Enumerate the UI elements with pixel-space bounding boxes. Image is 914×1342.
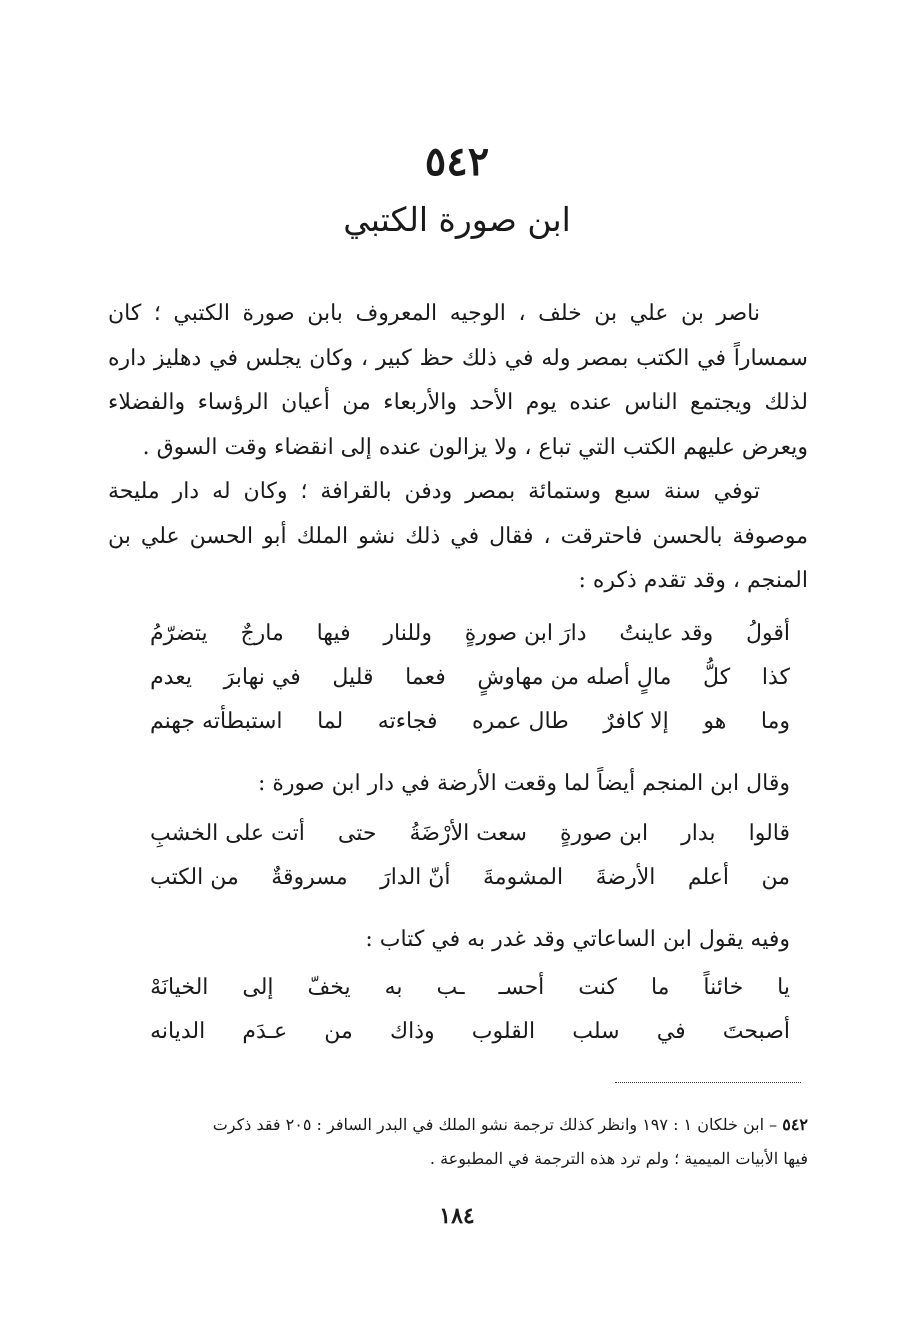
verse-word: لما (317, 709, 344, 734)
verse-word: يا (777, 975, 790, 1000)
verse-line (150, 966, 790, 1010)
verse-word: أصبحتَ (722, 1019, 790, 1044)
verse-word: كذا (761, 665, 790, 690)
verse-line (150, 812, 790, 856)
verse-word: ابن صورةٍ (559, 821, 649, 846)
verse-word: المشومةَ (483, 865, 564, 890)
verse-word: فجاءته (377, 709, 438, 734)
verse-word: بدار (681, 821, 716, 846)
verse-word: خائناً (703, 975, 744, 1000)
verse-word: مالٍ أصله من مهاوشٍ (477, 665, 672, 690)
entry-number: ٥٤٢ (424, 138, 490, 185)
verse-word: يخفّ (307, 975, 351, 1000)
verse-word: حتى (337, 821, 377, 846)
verse-word: يتضرّمُ (150, 621, 208, 646)
paragraph-2: توفي سنة سبع وستمائة بمصر ودفن بالقرافة ؛ وكان له دار مليحة موصوفة بالحسن فاحترقت ، فقال في ذلك نشو الملك أبو الحسن علي بن المنجم ، وقد تقدم ذكره : (108, 479, 808, 593)
verse-line (150, 700, 790, 744)
verse-word: كنت (578, 975, 617, 1000)
verse-word: يعدم (150, 665, 192, 690)
verse-word: كلُّ (703, 665, 731, 690)
verse-line (150, 656, 790, 700)
entry-title: ابن صورة الكتبي (343, 200, 571, 239)
verse-word: وللنار (383, 621, 432, 646)
verse-word: الأرضةَ (595, 865, 656, 890)
verse-word: أقولُ (746, 621, 790, 646)
poem-3 (150, 966, 790, 1054)
verse-line (150, 612, 790, 656)
verse-word: مسروقةٌ (271, 865, 348, 890)
footnote-text: – ابن خلكان ١ : ١٩٧ وانظر كذلك ترجمة نشو الملك في البدر السافر : ٢٠٥ فقد ذكرت (212, 1115, 778, 1134)
verse-line (150, 856, 790, 900)
verse-word: فيها (316, 621, 351, 646)
verse-word: أعلم (687, 865, 729, 890)
verse-word: أحسـ (498, 975, 545, 1000)
verse-word: من الكتب (150, 865, 239, 890)
poem-2 (150, 812, 790, 900)
footnote-number: ٥٤٢ (782, 1115, 808, 1134)
verse-word: الخيانَهْ (150, 975, 209, 1000)
footnote (108, 1108, 808, 1176)
verse-word: سلب (572, 1019, 620, 1044)
verse-word: دارَ ابن صورةٍ (464, 621, 587, 646)
verse-word: عـدَم (242, 1019, 288, 1044)
verse-word: سعت الأرْضَةُ (409, 821, 527, 846)
verse-word: وذاك (389, 1019, 435, 1044)
verse-word: من (324, 1019, 353, 1044)
verse-word: استبطأته جهنم (150, 709, 283, 734)
verse-word: أنّ الدارَ (380, 865, 451, 890)
footnote-line-2: فيها الأبيات الميمية ؛ ولم ترد هذه الترجمة في المطبوعة . (429, 1149, 808, 1168)
paragraph-1: ناصر بن علي بن خلف ، الوجيه المعروف بابن صورة الكتبي ؛ كان سمساراً في الكتب بمصر وله في ذلك حظ كبير ، وكان يجلس في دهليز داره لذلك ويجتمع الناس عنده يوم الأحد والأربعاء من أعيان الرؤساء والفضلاء ويعرض عليهم الكتب التي تباع ، ولا يزالون عنده إلى انقضاء وقت السوق . (108, 301, 808, 460)
page-number: ١٨٤ (439, 1203, 475, 1229)
poem-1 (150, 612, 790, 744)
verse-word: ما (650, 975, 670, 1000)
verse-word: القلوب (471, 1019, 536, 1044)
verse-word: أتت على الخشبِ (150, 821, 305, 846)
verse-word: مارجٌ (240, 621, 284, 646)
verse-word: إلى (242, 975, 274, 1000)
poem-2-intro: وقال ابن المنجم أيضاً لما وقعت الأرضة في دار ابن صورة : (258, 771, 790, 796)
verse-word: وما (760, 709, 790, 734)
verse-word: في (656, 1019, 686, 1044)
footnote-line-1 (108, 1108, 808, 1142)
verse-word: به (384, 975, 403, 1000)
footnote-divider (615, 1082, 801, 1083)
verse-word: في نهابرَ (223, 665, 301, 690)
verse-word: من (761, 865, 790, 890)
verse-word: طال عمره (472, 709, 569, 734)
verse-word: هو (703, 709, 727, 734)
verse-word: قالوا (748, 821, 790, 846)
verse-word: ـب (436, 975, 465, 1000)
poem-3-intro: وفيه يقول ابن الساعاتي وقد غدر به في كتاب : (365, 927, 790, 952)
verse-word: فعما (405, 665, 446, 690)
verse-word: الديانه (150, 1019, 206, 1044)
verse-word: وقد عاينتُ (619, 621, 714, 646)
verse-line (150, 1010, 790, 1054)
verse-word: قليل (332, 665, 374, 690)
biography-text (108, 292, 808, 604)
verse-word: إلا كافرٌ (603, 709, 669, 734)
